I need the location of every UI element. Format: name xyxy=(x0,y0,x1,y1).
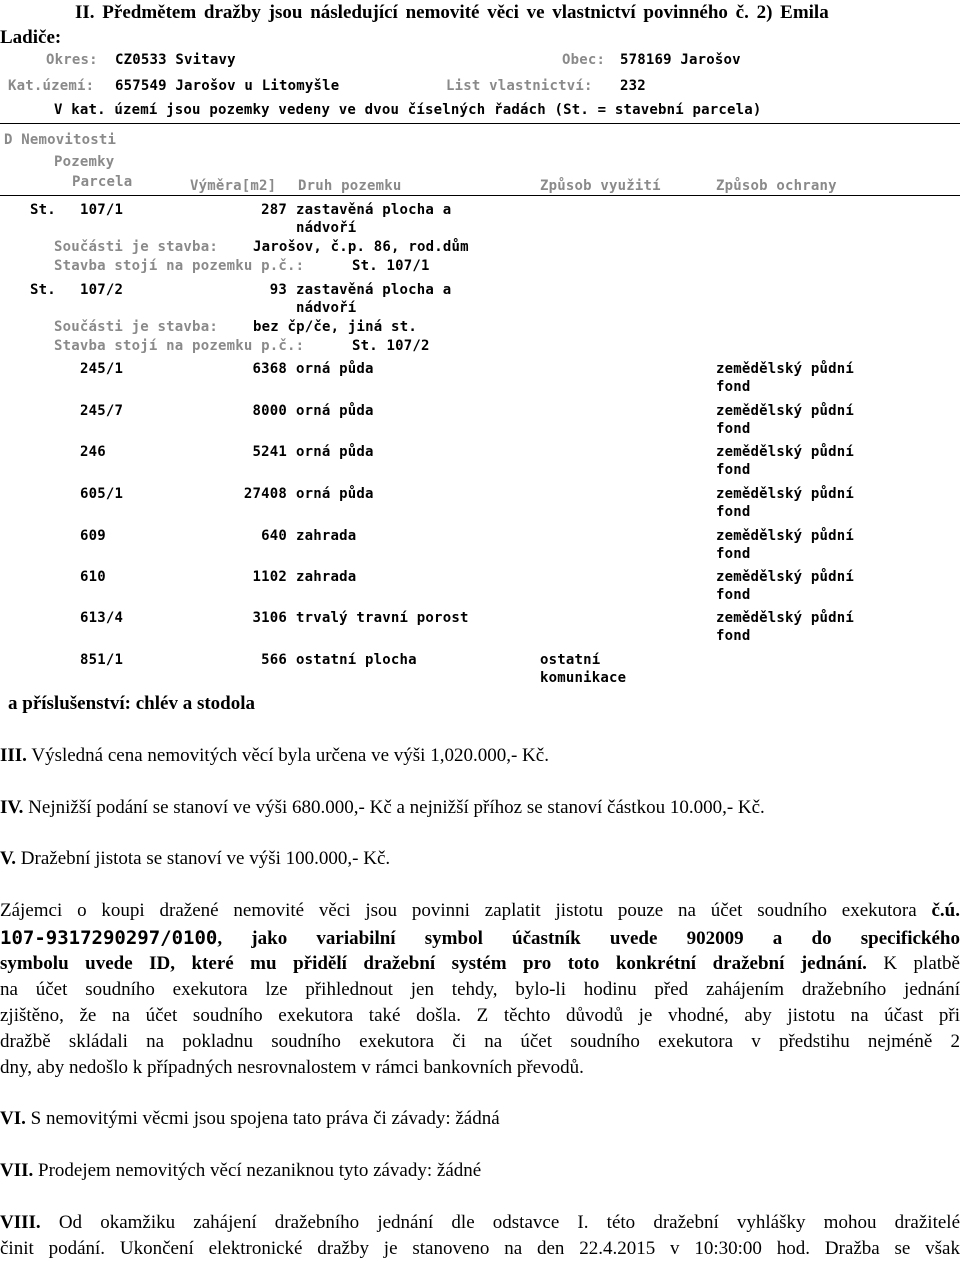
parcel-type: zahrada xyxy=(296,569,357,585)
parcel-protection: zemědělský půdní xyxy=(716,486,855,502)
deposit-text-3: symbolu uvede ID, které mu přidělí dražební systém pro toto konkrétní dražební jednání. xyxy=(0,953,867,974)
obec-label: Obec: xyxy=(562,52,606,68)
section-vi xyxy=(0,1106,960,1132)
header-vyuziti: Způsob využití xyxy=(540,178,661,194)
parcel-number: 851/1 xyxy=(80,652,124,668)
parcel-use-2: komunikace xyxy=(540,670,627,686)
deposit-line-5: zjištěno, že na účet soudního exekutora také došla. Z těchto důvodů je vhodné, aby jistotu na účast při xyxy=(0,1005,960,1026)
parcel-area: 640 xyxy=(261,528,287,544)
pozemky-label: Pozemky xyxy=(54,154,115,170)
parcel-type: zahrada xyxy=(296,528,357,544)
building-1-stands-value: St. 107/1 xyxy=(352,258,430,274)
okres-label: Okres: xyxy=(46,52,98,68)
heading-line-2: Ladiče: xyxy=(0,27,62,48)
section-iii xyxy=(0,743,960,769)
accessories-line: a příslušenství: chlév a stodola xyxy=(8,693,256,714)
building-1-type: zastavěná plocha a xyxy=(296,202,452,218)
series-note: V kat. území jsou pozemky vedeny ve dvou číselných řadách (St. = stavební parcela) xyxy=(54,102,762,118)
section-v-number: V. xyxy=(0,848,17,869)
parcel-protection-2: fond xyxy=(716,628,751,644)
building-2-type: zastavěná plocha a xyxy=(296,282,452,298)
building-2-type-2: nádvoří xyxy=(296,300,357,316)
parcel-protection-2: fond xyxy=(716,546,751,562)
building-1-type-2: nádvoří xyxy=(296,220,357,236)
building-2-parcel: 107/2 xyxy=(80,282,124,298)
parcel-protection: zemědělský půdní xyxy=(716,569,855,585)
parcel-number: 610 xyxy=(80,569,106,585)
section-iv-text: Nejnižší podání se stanoví ve výši 680.000,- Kč a nejnižší příhoz se stanoví částkou 10.000,- Kč. xyxy=(28,797,765,818)
lv-value: 232 xyxy=(620,78,646,94)
section-vii-number: VII. xyxy=(0,1160,34,1181)
parcel-area: 5241 xyxy=(252,444,287,460)
building-1-prefix: St. xyxy=(30,202,56,218)
parcel-number: 245/1 xyxy=(80,361,124,377)
deposit-line-1 xyxy=(0,898,960,924)
section-vi-number: VI. xyxy=(0,1108,26,1129)
section-iv-number: IV. xyxy=(0,797,24,818)
building-2-part-value: bez čp/če, jiná st. xyxy=(253,319,417,335)
section-iv xyxy=(0,795,960,821)
section-vii-text: Prodejem nemovitých věcí nezaniknou tyto závady: žádné xyxy=(38,1160,482,1181)
deposit-account-label: č.ú. xyxy=(931,900,960,921)
header-parcela: Parcela xyxy=(72,174,133,190)
parcel-protection-2: fond xyxy=(716,421,751,437)
parcel-use: ostatní xyxy=(540,652,601,668)
parcel-area: 3106 xyxy=(252,610,287,626)
section-iii-text: Výsledná cena nemovitých věcí byla určena ve výši 1,020.000,- Kč. xyxy=(31,745,549,766)
building-1-part-label: Součásti je stavba: xyxy=(54,239,218,255)
deposit-line-4: na účet soudního exekutora lze přihlednout jen tehdy, bylo-li hodinu před zahájením dražebního jednání xyxy=(0,979,960,1000)
deposit-text-1: Zájemci o koupi dražené nemovité věci jsou povinni zaplatit jistotu pouze na účet soudního exekutora xyxy=(0,900,932,921)
parcel-type: ostatní plocha xyxy=(296,652,417,668)
parcel-protection: zemědělský půdní xyxy=(716,610,855,626)
parcel-area: 6368 xyxy=(252,361,287,377)
parcel-type: trvalý travní porost xyxy=(296,610,469,626)
parcel-protection-2: fond xyxy=(716,587,751,603)
cadastral-extract xyxy=(0,48,960,688)
parcel-number: 613/4 xyxy=(80,610,124,626)
divider-top xyxy=(0,123,960,124)
parcel-type: orná půda xyxy=(296,486,374,502)
parcel-protection-2: fond xyxy=(716,379,751,395)
deposit-line-3 xyxy=(0,951,960,977)
section-v xyxy=(0,846,960,872)
header-vymera: Výměra[m2] xyxy=(190,178,277,194)
building-1-stands-label: Stavba stojí na pozemku p.č.: xyxy=(54,258,305,274)
header-ochrana: Způsob ochrany xyxy=(716,178,837,194)
building-1-part-value: Jarošov, č.p. 86, rod.dům xyxy=(253,239,469,255)
section-viii-text: Od okamžiku zahájení dražebního jednání dle odstavce I. této dražební vyhlášky mohou dražitelé xyxy=(58,1212,960,1233)
parcel-number: 245/7 xyxy=(80,403,124,419)
lv-label: List vlastnictví: xyxy=(446,78,593,94)
okres-value: CZ0533 Svitavy xyxy=(115,52,236,68)
obec-value: 578169 Jarošov xyxy=(620,52,741,68)
divider-header xyxy=(0,195,960,196)
deposit-text-3b: K platbě xyxy=(866,953,960,974)
section-v-text: Dražební jistota se stanoví ve výši 100.000,- Kč. xyxy=(20,848,391,869)
building-2-stands-value: St. 107/2 xyxy=(352,338,430,354)
parcel-area: 1102 xyxy=(252,569,287,585)
kat-value: 657549 Jarošov u Litomyšle xyxy=(115,78,340,94)
kat-label: Kat.území: xyxy=(8,78,95,94)
parcel-type: orná půda xyxy=(296,403,374,419)
building-2-area: 93 xyxy=(269,282,287,298)
section-viii xyxy=(0,1210,960,1236)
section-vi-text: S nemovitými věcmi jsou spojena tato práva či závady: žádná xyxy=(30,1108,500,1129)
parcel-protection: zemědělský půdní xyxy=(716,528,855,544)
parcel-area: 27408 xyxy=(243,486,287,502)
deposit-line-7: dny, aby nedošlo k případných nesrovnalostem v rámci bankovních převodů. xyxy=(0,1057,584,1078)
section-viii-number: VIII. xyxy=(0,1212,41,1233)
building-2-part-label: Součásti je stavba: xyxy=(54,319,218,335)
parcel-protection: zemědělský půdní xyxy=(716,361,855,377)
parcel-protection-2: fond xyxy=(716,462,751,478)
section-iii-number: III. xyxy=(0,745,27,766)
deposit-line-2 xyxy=(0,925,960,952)
parcel-number: 609 xyxy=(80,528,106,544)
parcel-type: orná půda xyxy=(296,444,374,460)
deposit-line-6: dražbě skládali na pokladnu soudního exekutora či na účet soudního exekutora v předstihu nejméně 2 xyxy=(0,1031,960,1052)
section-vii xyxy=(0,1158,960,1184)
parcel-number: 246 xyxy=(80,444,106,460)
section-viii-line-2: činit podání. Ukončení elektronické dražby je stanoveno na den 22.4.2015 v 10:30:00 hod. Dražba se však xyxy=(0,1238,960,1259)
building-2-stands-label: Stavba stojí na pozemku p.č.: xyxy=(54,338,305,354)
parcel-protection: zemědělský půdní xyxy=(716,403,855,419)
section-title: D Nemovitosti xyxy=(4,132,117,148)
heading-line-1: II. Předmětem dražby jsou následující nemovité věci ve vlastnictví povinného č. 2) Emila xyxy=(75,2,829,23)
building-1-area: 287 xyxy=(261,202,287,218)
header-druh: Druh pozemku xyxy=(298,178,402,194)
parcel-protection: zemědělský půdní xyxy=(716,444,855,460)
parcel-number: 605/1 xyxy=(80,486,124,502)
account-number: 107-9317290297/0100 xyxy=(0,927,218,949)
building-2-prefix: St. xyxy=(30,282,56,298)
parcel-area: 566 xyxy=(261,652,287,668)
parcel-type: orná půda xyxy=(296,361,374,377)
deposit-text-2: , jako variabilní symbol účastník uvede 902009 a do specifického xyxy=(217,928,960,949)
parcel-area: 8000 xyxy=(252,403,287,419)
parcel-protection-2: fond xyxy=(716,504,751,520)
building-1-parcel: 107/1 xyxy=(80,202,124,218)
